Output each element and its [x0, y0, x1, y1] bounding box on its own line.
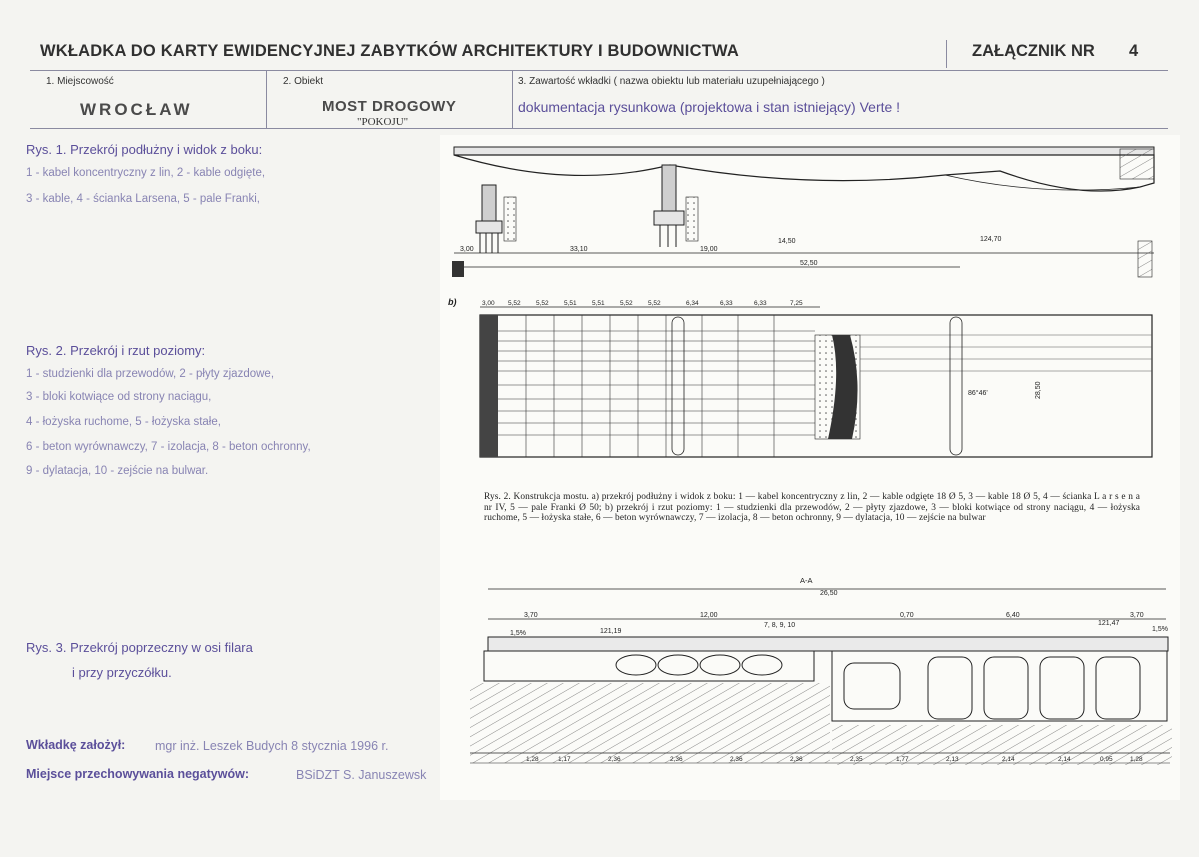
bottom-dim-11: 2,14	[1058, 756, 1071, 763]
section-dim-3: 0,70	[900, 612, 914, 619]
bottom-dim-12: 0,95	[1100, 756, 1113, 763]
dim-long-5: 124,70	[980, 236, 1002, 243]
plan-dim-1: 3,00	[482, 300, 495, 307]
object-value: MOST DROGOWY	[322, 98, 457, 115]
content-value: dokumentacja rysunkowa (projektowa i stan istniejący) Verte !	[518, 99, 901, 115]
section-dim-4: 6,40	[1006, 612, 1020, 619]
location-value: WROCŁAW	[80, 100, 193, 119]
bottom-dim-13: 1,28	[1130, 756, 1143, 763]
location-label: 1. Miejscowość	[46, 76, 114, 87]
bottom-dim-3: 2,36	[608, 756, 621, 763]
level-left: 121,19	[600, 628, 622, 635]
plan-width: 28,50	[1035, 381, 1042, 399]
fig2-item-1: 1 - studzienki dla przewodów, 2 - płyty zjazdowe,	[26, 368, 275, 380]
header-rule	[30, 70, 1168, 71]
plan-dim-6: 5,52	[620, 300, 633, 307]
slope-right: 1,5%	[1152, 626, 1168, 633]
fig2-title: Rys. 2. Przekrój i rzut poziomy:	[26, 343, 206, 358]
bottom-dim-10: 2,14	[1002, 756, 1015, 763]
fields-rule	[30, 128, 1168, 129]
field-divider-1	[266, 70, 267, 128]
bottom-dim-9: 2,13	[946, 756, 959, 763]
bottom-dim-6: 2,36	[790, 756, 803, 763]
plan-angle: 86°46'	[968, 390, 988, 397]
section-dim-2: 12,00	[700, 612, 718, 619]
level-right: 121,47	[1098, 620, 1120, 627]
fig1-item-2: 3 - kable, 4 - ścianka Larsena, 5 - pale Franki,	[26, 193, 260, 205]
fig3-title-cont: i przy przyczółku.	[72, 665, 172, 680]
plan-dim-3: 5,52	[536, 300, 549, 307]
storage-value: BSiDZT S. Januszewsk	[296, 768, 427, 782]
bottom-dim-2: 1,17	[558, 756, 571, 763]
content-label: 3. Zawartość wkładki ( nazwa obiektu lub materiału uzupełniającego )	[518, 76, 825, 87]
section-dim-5: 3,70	[1130, 612, 1144, 619]
object-label: 2. Obiekt	[283, 76, 324, 87]
dim-long-1: 3,00	[460, 246, 474, 253]
plan-dim-11: 7,25	[790, 300, 803, 307]
bottom-dim-4: 2,36	[670, 756, 683, 763]
field-divider-2	[512, 70, 513, 128]
svg-text:b): b)	[448, 297, 457, 307]
dim-long-3: 19,00	[700, 246, 718, 253]
plan-dim-4: 5,51	[564, 300, 577, 307]
bottom-dim-7: 2,35	[850, 756, 863, 763]
bottom-dim-1: 1,28	[526, 756, 539, 763]
bottom-dim-5: 2,36	[730, 756, 743, 763]
section-width: 26,50	[820, 590, 838, 597]
dim-long-2: 33,10	[570, 246, 588, 253]
drawing-caption: Rys. 2. Konstrukcja mostu. a) przekrój podłużny i widok z boku: 1 — kabel koncentryczny z lin, 2 — kable odgięte 18 Ø 5, 3 — kable 18 Ø 5, 4 — ścianka L a r s e n a nr IV, 5 — pale Franki Ø 50; b) przekrój i rzut poziomy: 1 — studzienki dla przewodów, 2 — płyty zjazdowe, 3 — bloki kotwiące od strony naciągu, 4 — łożyska ruchome, 5 — łożyska stałe, 6 — beton wyrównawczy, 7 — izolacja, 8 — beton ochronny, 9 — dylatacja, 10 — zejście na bulwar	[484, 492, 1140, 523]
fig3-title: Rys. 3. Przekrój poprzeczny w osi filara	[26, 640, 253, 655]
plan-dim-7: 5,52	[648, 300, 661, 307]
plan-dim-8: 6,34	[686, 300, 699, 307]
dim-long-6: 52,50	[800, 260, 818, 267]
fig2-item-4: 6 - beton wyrównawczy, 7 - izolacja, 8 - beton ochronny,	[26, 441, 311, 453]
plan-dim-5: 5,51	[592, 300, 605, 307]
annex-label: ZAŁĄCZNIK NR	[972, 42, 1095, 60]
document-title: WKŁADKA DO KARTY EWIDENCYJNEJ ZABYTKÓW ARCHITEKTURY I BUDOWNICTWA	[40, 42, 739, 60]
section-note: 7, 8, 9, 10	[764, 622, 796, 629]
author-value: mgr inż. Leszek Budych 8 stycznia 1996 r.	[155, 739, 389, 753]
section-label: A-A	[800, 576, 813, 585]
storage-label: Miejsce przechowywania negatywów:	[26, 767, 249, 781]
plan-dim-9: 6,33	[720, 300, 733, 307]
fig2-item-2: 3 - bloki kotwiące od strony naciągu,	[26, 391, 212, 403]
annex-number: 4	[1129, 42, 1139, 60]
dim-long-4: 14,50	[778, 238, 796, 245]
header-divider	[946, 40, 947, 68]
fig2-item-5: 9 - dylatacja, 10 - zejście na bulwar.	[26, 465, 209, 477]
fig2-item-3: 4 - łożyska ruchome, 5 - łożyska stałe,	[26, 416, 221, 428]
author-label: Wkładkę założył:	[26, 738, 126, 752]
plan-dim-10: 6,33	[754, 300, 767, 307]
bridge-drawing	[440, 135, 1180, 800]
slope-left: 1,5%	[510, 630, 526, 637]
section-dim-1: 3,70	[524, 612, 538, 619]
fig1-title: Rys. 1. Przekrój podłużny i widok z boku:	[26, 142, 263, 157]
plan-dim-2: 5,52	[508, 300, 521, 307]
fig1-item-1: 1 - kabel koncentryczny z lin, 2 - kable odgięte,	[26, 167, 266, 179]
bottom-dim-8: 1,77	[896, 756, 909, 763]
object-subtitle: "POKOJU"	[357, 116, 409, 128]
